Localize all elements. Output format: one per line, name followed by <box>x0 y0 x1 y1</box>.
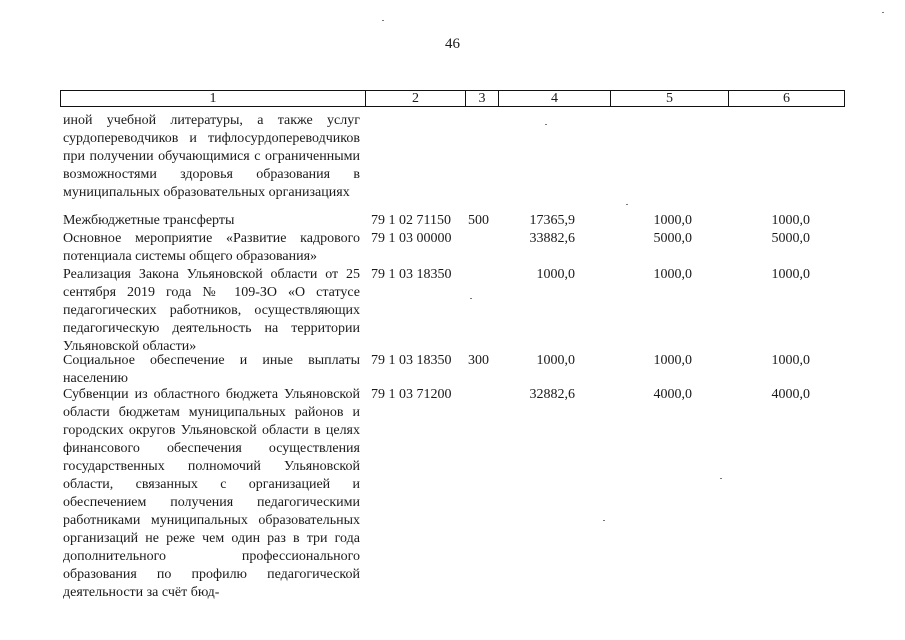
row-value-col6: 5000,0 <box>771 231 810 246</box>
row-value-col5: 1000,0 <box>653 213 692 228</box>
row-description: Реализация Закона Ульяновской области от 25 сентября 2019 года № 109-ЗО «О статусе педагогических работников, осуществляющих педагогическую деятельность на территории Ульяновской области» <box>63 267 360 354</box>
row-description: Субвенции из областного бюджета Ульяновской области бюджетам муниципальных районов и городских округов Ульяновской области в целях финансового обеспечения осуществления государственных полномочий Ульяновской области, связанных с организацией и обеспечением получения педагогическими работниками муниципальных образовательных организаций не реже чем один раз в три года дополнительного профессионального образования по профилю педагогической деятельности за счёт бюд- <box>63 387 360 600</box>
row-value-col4: 32882,6 <box>529 387 575 402</box>
row-code: 79 1 03 18350 <box>371 267 452 282</box>
row-description: Социальное обеспечение и иные выплаты населению <box>63 353 360 386</box>
scan-speck <box>603 520 605 521</box>
row-code: 79 1 02 71150 <box>371 213 451 228</box>
row-code: 79 1 03 71200 <box>371 387 452 402</box>
scan-speck <box>382 20 384 21</box>
table-header-row <box>60 90 845 107</box>
column-header-4: 4 <box>498 91 610 106</box>
row-description: Основное мероприятие «Развитие кадрового потенциала системы общего образования» <box>63 231 360 264</box>
row-value-col4: 1000,0 <box>536 353 575 368</box>
column-header-6: 6 <box>728 91 844 106</box>
column-header-1: 1 <box>209 91 217 106</box>
row-value-col4: 1000,0 <box>536 267 575 282</box>
row-value-col5: 5000,0 <box>653 231 692 246</box>
row-value-col5: 1000,0 <box>653 267 692 282</box>
column-header-3: 3 <box>465 91 498 106</box>
column-header-5: 5 <box>610 91 728 106</box>
row-value-col5: 4000,0 <box>653 387 692 402</box>
row-code: 79 1 03 00000 <box>371 231 452 246</box>
row-value-col6: 1000,0 <box>771 213 810 228</box>
scan-speck <box>470 298 472 299</box>
row-expense-type: 300 <box>468 353 489 368</box>
scan-speck <box>882 12 884 13</box>
row-value-col4: 33882,6 <box>529 231 575 246</box>
row-code: 79 1 03 18350 <box>371 353 452 368</box>
scan-speck <box>626 204 628 205</box>
row-description: Межбюджетные трансферты <box>63 213 235 228</box>
column-header-2: 2 <box>365 91 465 106</box>
row-expense-type: 500 <box>468 213 489 228</box>
row-value-col5: 1000,0 <box>653 353 692 368</box>
page-number: 46 <box>445 36 460 52</box>
scan-speck <box>545 124 547 125</box>
row-value-col4: 17365,9 <box>529 213 575 228</box>
row-value-col6: 1000,0 <box>771 353 810 368</box>
row-value-col6: 4000,0 <box>771 387 810 402</box>
row-description: иной учебной литературы, а также услуг сурдопереводчиков и тифлосурдопереводчиков при получении обучающимися с ограниченными возможностями здоровья образования в муниципальных образовательных организациях <box>63 113 360 200</box>
scan-speck <box>720 478 722 479</box>
row-value-col6: 1000,0 <box>771 267 810 282</box>
